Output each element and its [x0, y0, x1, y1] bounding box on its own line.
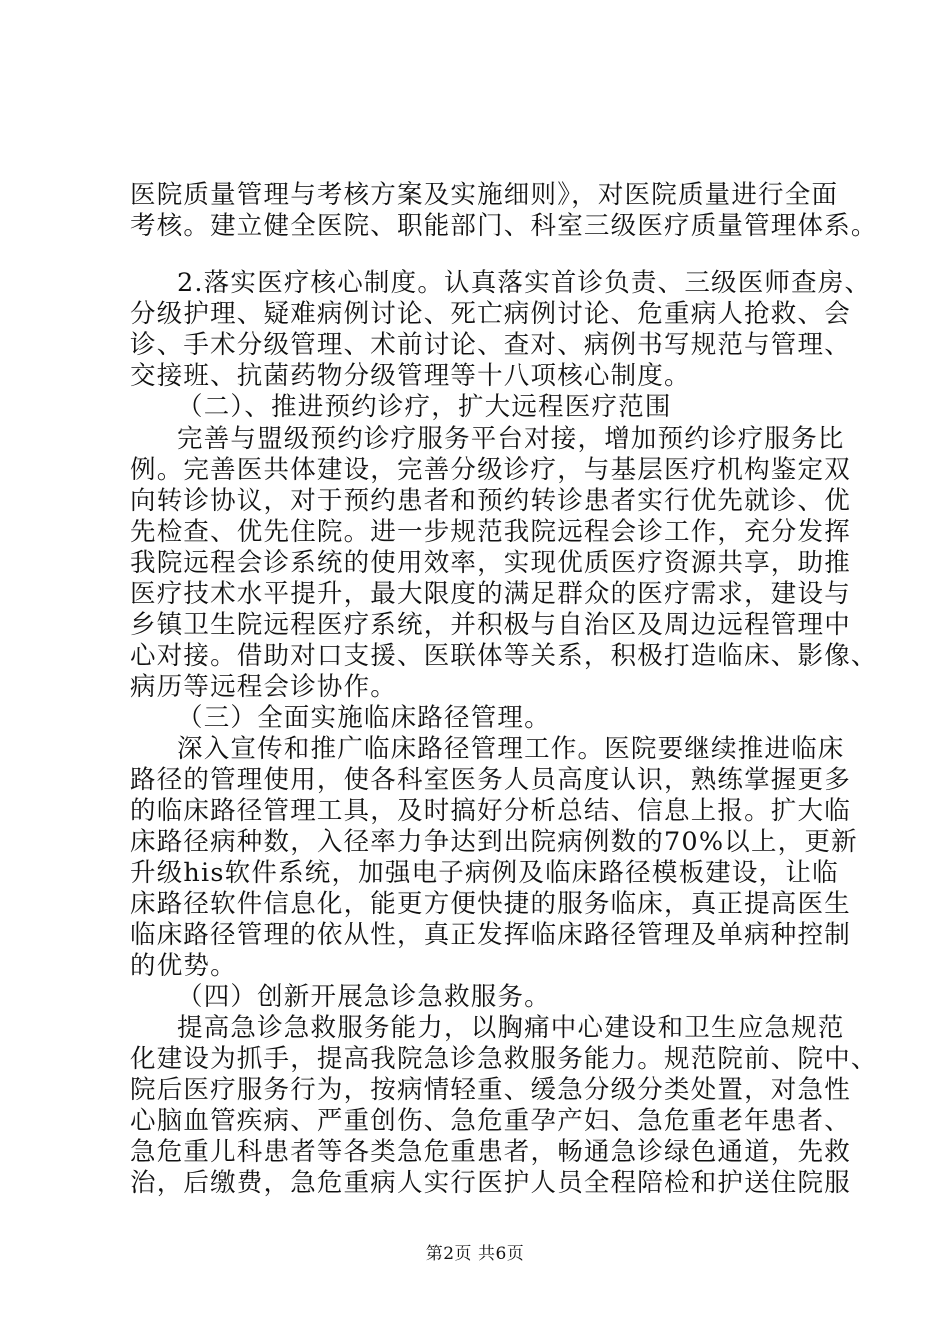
- text-line: 院后医疗服务行为，按病情轻重、缓急分级分类处置，对急性: [130, 1075, 851, 1105]
- text-line: 2.落实医疗核心制度。认真落实首诊负责、三级医师查房、: [177, 268, 872, 298]
- text-line: 化建设为抓手，提高我院急诊急救服务能力。规范院前、院中、: [130, 1044, 878, 1074]
- section-heading: （四）创新开展急诊急救服务。: [177, 982, 551, 1012]
- text-line: 的临床路径管理工具，及时搞好分析总结、信息上报。扩大临: [130, 796, 851, 826]
- text-line: 临床路径管理的依从性，真正发挥临床路径管理及单病种控制: [130, 920, 851, 950]
- page-footer: 第2页 共6页: [425, 1244, 525, 1264]
- text-line: 诊、手术分级管理、术前讨论、查对、病例书写规范与管理、: [130, 330, 851, 360]
- text-line: 向转诊协议，对于预约患者和预约转诊患者实行优先就诊、优: [130, 486, 851, 516]
- text-line: 交接班、抗菌药物分级管理等十八项核心制度。: [130, 361, 691, 391]
- text-line: 升级his软件系统，加强电子病例及临床路径模板建设，让临: [130, 858, 839, 888]
- text-line: 病历等远程会诊协作。: [130, 672, 398, 702]
- text-line: 例。完善医共体建设，完善分级诊疗，与基层医疗机构鉴定双: [130, 455, 851, 485]
- section-heading: （二）、推进预约诊疗，扩大远程医疗范围: [177, 392, 672, 422]
- text-line: 的优势。: [130, 951, 237, 981]
- text-line: 完善与盟级预约诊疗服务平台对接，增加预约诊疗服务比: [177, 424, 845, 454]
- text-line: 医院质量管理与考核方案及实施细则》，对医院质量进行全面: [130, 180, 839, 210]
- text-line: 医疗技术水平提升，最大限度的满足群众的医疗需求，建设与: [130, 579, 851, 609]
- text-line: 心对接。借助对口支援、医联体等关系，积极打造临床、影像、: [130, 641, 878, 671]
- text-line: 深入宣传和推广临床路径管理工作。医院要继续推进临床: [177, 734, 845, 764]
- text-line: 提高急诊急救服务能力，以胸痛中心建设和卫生应急规范: [177, 1013, 845, 1043]
- text-line: 心脑血管疾病、严重创伤、急危重孕产妇、急危重老年患者、: [130, 1106, 851, 1136]
- text-line: 床路径病种数，入径率力争达到出院病例数的70%以上，更新: [130, 827, 858, 857]
- text-line: 路径的管理使用，使各科室医务人员高度认识，熟练掌握更多: [130, 765, 851, 795]
- text-line: 床路径软件信息化，能更方便快捷的服务临床，真正提高医生: [130, 889, 851, 919]
- text-line: 急危重儿科患者等各类急危重患者，畅通急诊绿色通道，先救: [130, 1137, 851, 1167]
- section-heading: （三）全面实施临床路径管理。: [177, 703, 551, 733]
- text-line: 考核。建立健全医院、职能部门、科室三级医疗质量管理体系。: [130, 211, 878, 241]
- text-line: 分级护理、疑难病例讨论、死亡病例讨论、危重病人抢救、会: [130, 299, 851, 329]
- text-line: 治，后缴费，急危重病人实行医护人员全程陪检和护送住院服: [130, 1168, 851, 1198]
- text-line: 先检查、优先住院。进一步规范我院远程会诊工作，充分发挥: [130, 517, 851, 547]
- text-line: 我院远程会诊系统的使用效率，实现优质医疗资源共享，助推: [130, 548, 851, 578]
- text-line: 乡镇卫生院远程医疗系统，并积极与自治区及周边远程管理中: [130, 610, 851, 640]
